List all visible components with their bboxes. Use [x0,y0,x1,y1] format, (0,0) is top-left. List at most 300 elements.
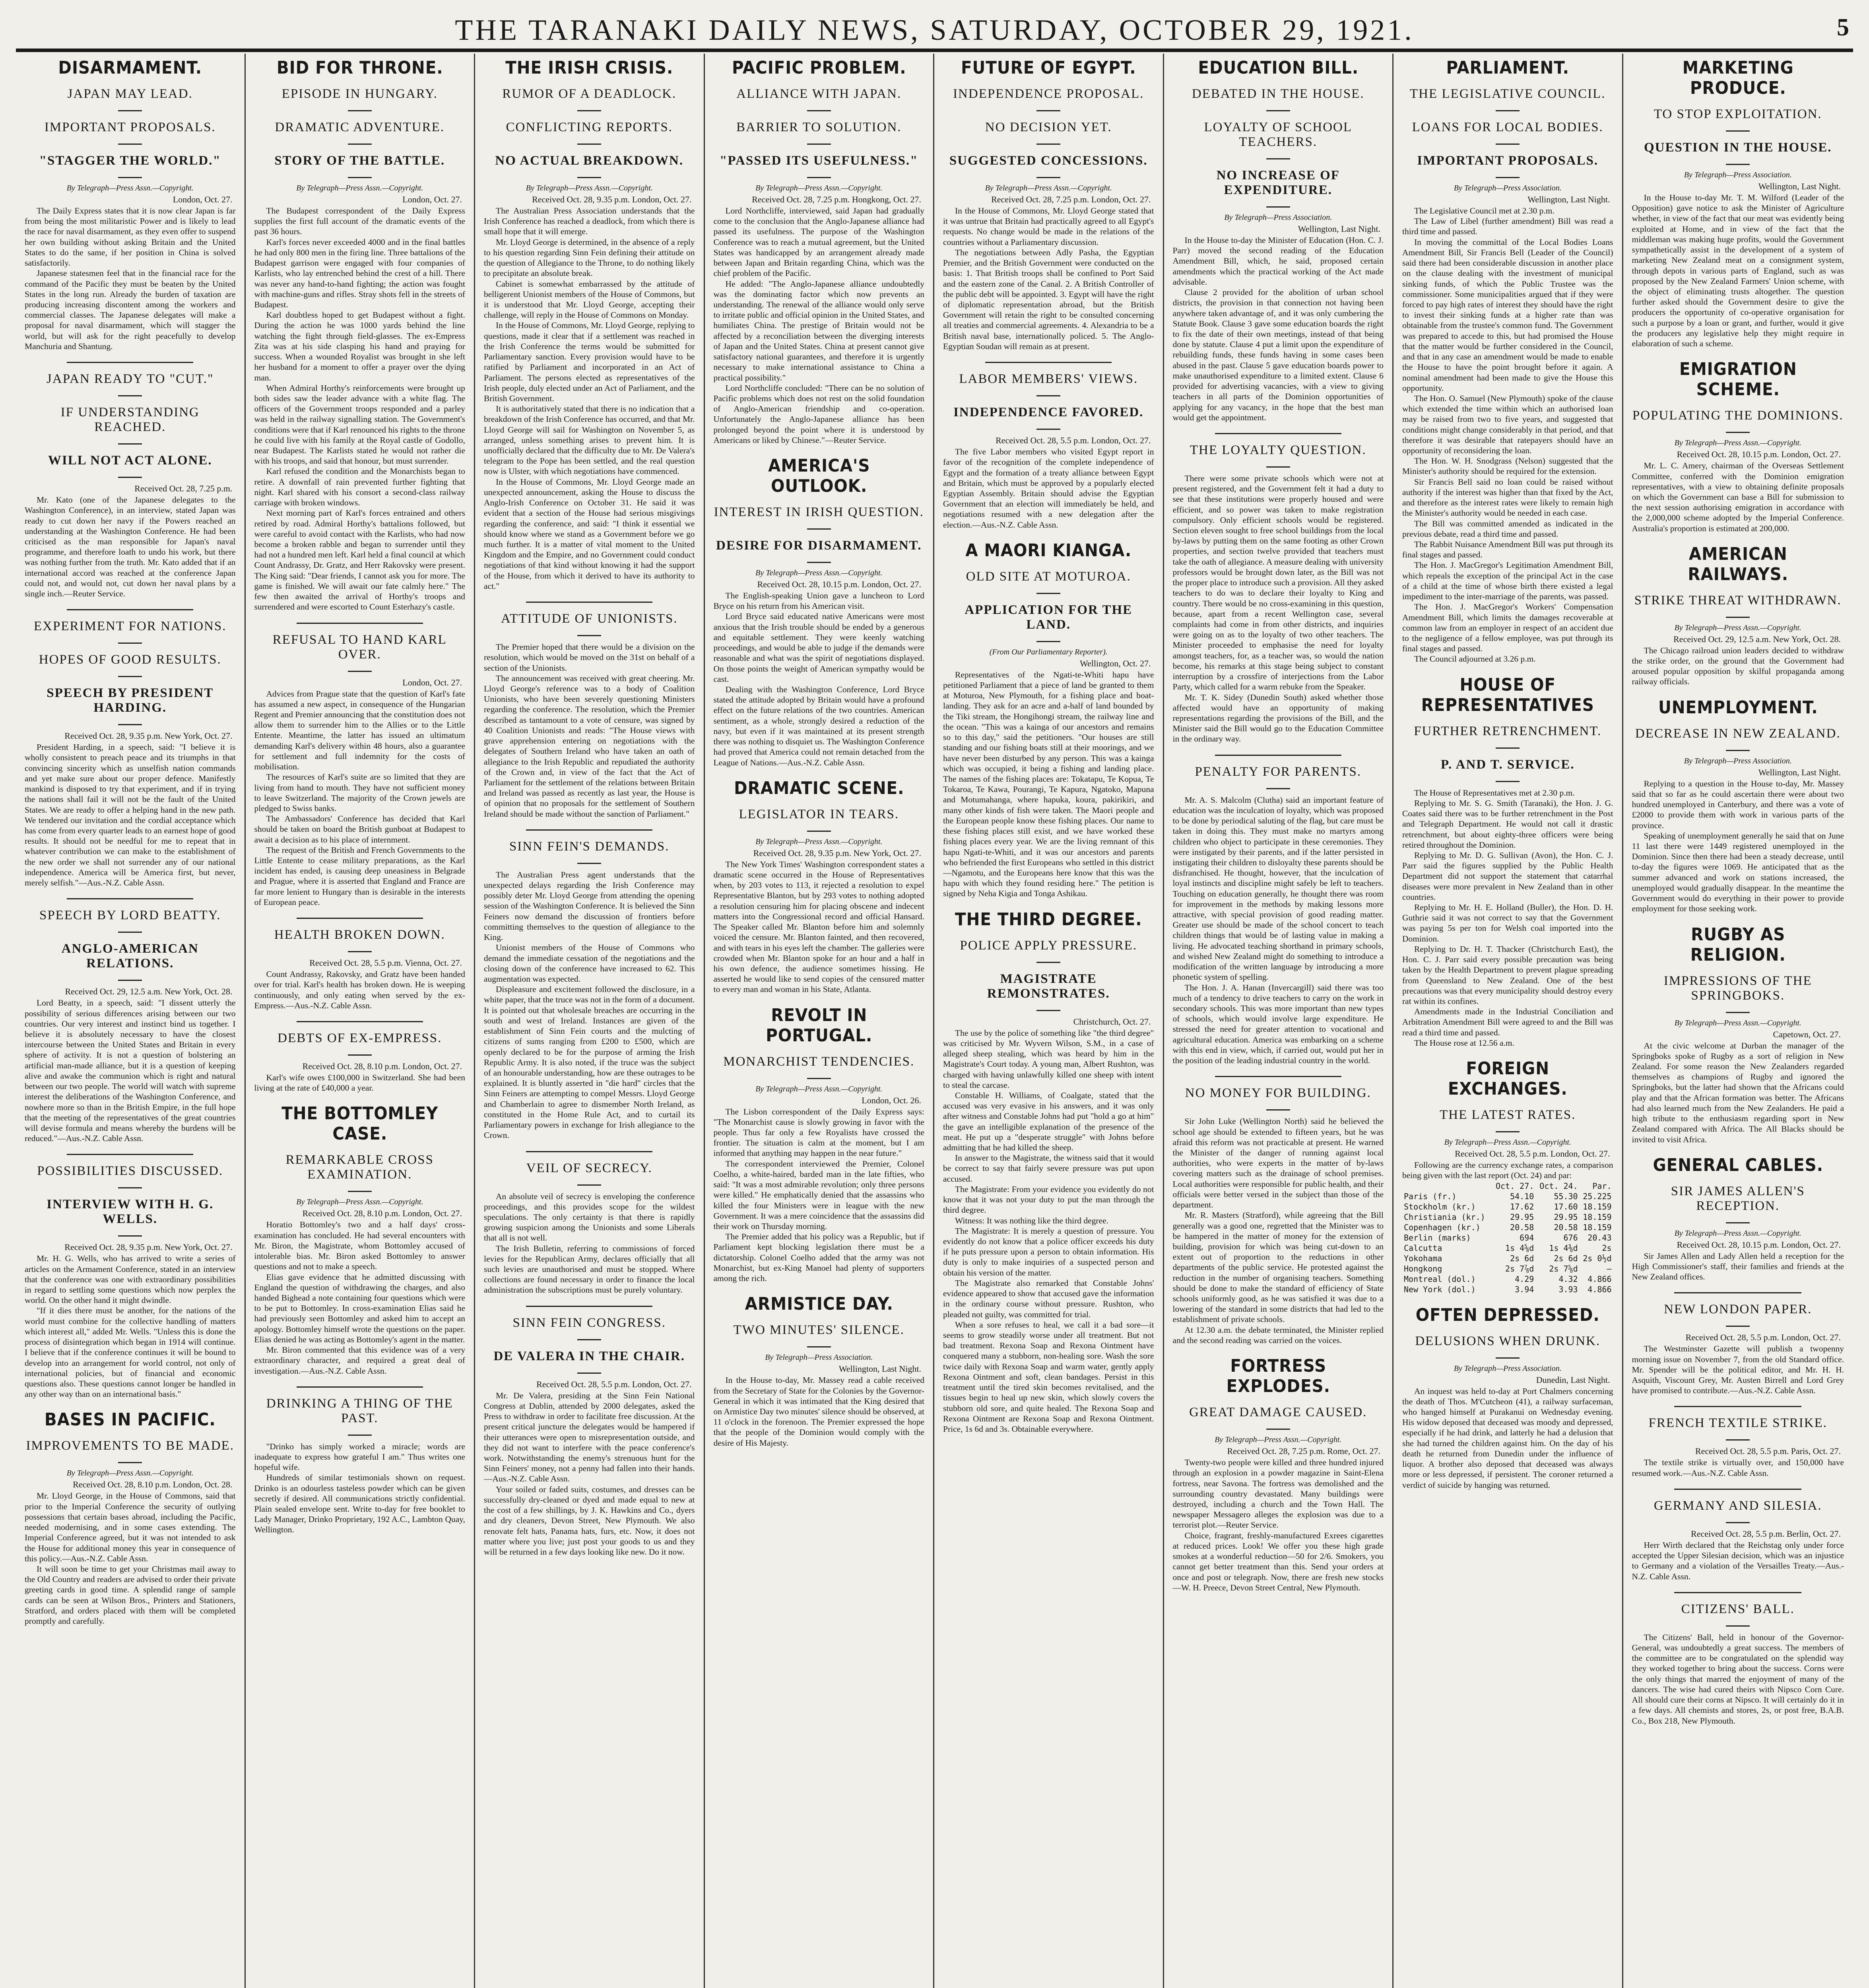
subhead-rule [1496,781,1520,782]
article-headline: PARLIAMENT. [1446,58,1569,78]
article-paragraph: The Westminster Gazette will publish a twopenny morning issue on November 7, from the old Standard office. Mr. Spender will be the political editor, and Mr. H. H. Asquith, Viscount Grey, Mr. Austen Birrell and Lord Grey have promised to contribute.—Aus.-N.Z. Cable Assn. [1632,1344,1844,1396]
subhead-rule [577,144,601,145]
subhead-rule [118,443,142,445]
article [25,898,236,1143]
article-paragraph: The House of Representatives met at 2.30 p.m. [1414,788,1575,798]
article [943,540,1154,899]
column-5 [934,54,1164,1988]
article [1632,924,1844,1145]
article [1402,1305,1613,1490]
article-paragraph: Sir Francis Bell said no loan could be raised without authority if the interest was higher than that fixed by the Act, and therefore as the interest rates were likely to remain high the Minister's authority would be needed in each case. [1402,477,1613,518]
article-dateline: London, Oct. 27. [173,194,233,204]
article-subhead: ALLIANCE WITH JAPAN. [736,87,902,101]
article-paragraph: Hundreds of similar testimonials shown on request. Drinko is an odourless tasteless powder which can be given secretly if desired. All communications strictly confidential. Plain sealed envelope sent. Write to-day for free booklet to Lady Manager, Drinko Proprietary, 192 A.C., Lambton Quay, Wellington. [254,1473,465,1535]
subhead-rule [807,1078,831,1079]
article-byline: By Telegraph—Press Association. [1684,756,1792,765]
article-subhead: DESIRE FOR DISARMAMENT. [716,538,922,553]
column-8 [1623,54,1853,1988]
article-subhead: DRINKING A THING OF THE PAST. [266,1396,453,1425]
masthead [16,12,1853,52]
article [714,1294,925,1448]
column-2 [246,54,475,1988]
article [1632,697,1844,914]
table-cell: 18.159 [1583,1202,1612,1211]
subhead-rule [118,980,142,981]
article-paragraph: The correspondent interviewed the Premier, Colonel Coelho, a white-haired, barded man in the late fifties, who said: "It was a most admirable revolution; only three persons were killed." He emphatically denied that the assassins who killed the four Ministers were in league with the new Government. It was a mere coincidence that the assassins did their work on Thursday morning. [713,1159,924,1231]
article-body [943,206,1154,351]
article-headline: THE THIRD DEGREE. [955,909,1142,930]
article-dateline: Received Oct. 28, 7.25 p.m. [134,483,233,494]
table-row [1402,1233,1613,1243]
article-paragraph: The use by the police of something like "the third degree" was criticised by Mr. Wyvern Wilson, S.M., in a case of alleged sheep stealing, which was heard by him in the Magistrate's Court today. A young man, Albert Rushton, was charged with having unlawfully killed one sheep with intent to steal the carcase. [943,1028,1154,1090]
subhead-rule [807,110,831,111]
article-paragraph: When Admiral Horthy's reinforcements were brought up both sides saw the leader advance with a white flag. The officers of the Government troops responded and a parley was held in the railway signalling station. The Government's conditions were that if Karl renounced his rights to the throne he could live with his family at the Royal castle of Godollo, near Budapest. The Karlists stated he would not rather die with his troops, and said that honour, but must surrender. [254,383,465,466]
article-paragraph: Following are the currency exchange rates, a comparison being given with the last report (Oct. 24) and par: [1402,1160,1613,1180]
table-cell: 29.95 [1510,1212,1534,1222]
article-dateline: London, Oct. 27. [402,677,462,687]
section-divider [526,1151,652,1152]
table-row [1402,1253,1613,1264]
article-dateline: London, Oct. 26. [862,1095,921,1105]
section-divider [985,362,1112,363]
table-header-cell [1402,1181,1492,1191]
article-dateline: Received Oct. 28, 7.25 p.m. London, Oct. 27. [991,194,1151,204]
article-subhead: OLD SITE AT MOTUROA. [966,569,1131,584]
table-cell: 55.30 [1554,1191,1578,1201]
article-headline: DRAMATIC SCENE. [734,778,904,798]
article-headline: RUGBY AS RELIGION. [1690,924,1786,965]
article-paragraph: The New York Times' Washington correspondent states a dramatic scene occurred in the House of Representatives when, by 203 votes to 113, it rejected a resolution to expel Representative Blanton, but by 293 votes to nothing adopted a resolution censuring him for placing obscene and indecent matters into the Congressional record and official Hansard. The Speaker called Mr. Blanton before him and solemnly voiced the censure. Mr. Blanton fainted, and then recovered, and with tears in his eyes left the chamber. The galleries were crowded when Mr. Blanton spoke for an hour and a half in his own defence, the audience sometimes hissing. He asserted he would like to send copies of the censured matter to every man and woman in his State, Atlanta. [713,859,924,994]
article-subhead: EPISODE IN HUNGARY. [281,87,438,101]
subhead-rule [118,1187,142,1188]
table-cell: Paris (fr.) [1404,1191,1457,1201]
table-cell: 2s 6d [1510,1253,1534,1263]
article-paragraph: Mr. T. K. Sidey (Dunedin South) asked whether those affected would have an opportunity of making representations regarding the provisions of the Bill, and the Minister said the Bill would go to the Education Committee in the ordinary way. [1172,692,1384,744]
article [943,909,1154,1435]
article-dateline: Received Oct. 28, 9.35 p.m. New York, Oct. 27. [753,848,921,858]
article-subhead: DEBATED IN THE HOUSE. [1192,87,1364,101]
article-paragraph: The Council adjourned at 3.26 p.m. [1414,654,1536,664]
article-dateline: Received Oct. 28, 10.15 p.m. London, Oct. 27. [757,579,921,590]
article-paragraph: Mr. Kato (one of the Japanese delegates to the Washington Conference), in an interview, stated Japan was ready to cut down her navy if the Powers reached an understanding at the Washington Conference. He had been criticised as the man responsible for Japan's naval programme, and therefore loath to undo his work, but there was nothing further from the truth. Mr. Kato added that if an international accord was reached at the conference Japan could not, and would not, cut down her naval plans by a single inch.—Reuter Service. [25,495,236,599]
article-body [484,870,695,1141]
table-header-cell: Par. [1592,1181,1612,1191]
table-row [1402,1222,1613,1233]
subhead-rule [1726,432,1750,433]
article-paragraph: In the House of Commons, Mr. Lloyd George, replying to questions, made it clear that if a settlement was reached in the Irish Conference the terms would be submitted for Parliamentary sanction. Every provision would have to be ratified by Parliament and incorporated in an Act of Parliament. The persons elected as representatives of the Irish people, duly elected under an Act of Parliament, and the British Government. [484,320,695,403]
article-body [25,206,236,351]
section-divider [1215,755,1341,756]
article-subhead: LOANS FOR LOCAL BODIES. [1412,120,1603,134]
article [1402,1058,1613,1294]
subhead-rule [118,1235,142,1237]
article [1173,58,1384,423]
article-dateline: Received Oct. 28, 5.5 p.m. London, Oct. 27. [1685,1332,1841,1343]
article [254,623,466,908]
article-paragraph: The Rabbit Nuisance Amendment Bill was put through its final stages and passed. [1402,540,1613,560]
article-paragraph: Twenty-two people were killed and three hundred injured through an explosion in a powder magazine in Saint-Elena fortress, near Savona. The fortress was demolished and the surrounding country devastated. Many buildings were destroyed, including a church and the Town Hall. The newspaper Messagero alleges the explosion was due to a terrorist plot.—Reuter Service. [1172,1458,1384,1530]
article-subhead: GERMANY AND SILESIA. [1654,1498,1822,1513]
article-headline: A MAORI KIANGA. [965,540,1132,561]
article-subhead: ATTITUDE OF UNIONISTS. [501,612,678,626]
article [1402,675,1613,1048]
table-cell: 20.43 [1588,1233,1612,1242]
article-paragraph: In the House of Commons, Mr. Lloyd George made an unexpected announcement, asking the House to discuss the Anglo-Irish Conference on October 31. He said it was evident that a section of the House had serious misgivings regarding the conference, and said: "I think it essential we should know where we stand as a Government before we go much further. It is a matter of vital moment to the United Kingdom and the Empire, and no Government could conduct negotiations of that kind without knowing it had the support of the House, from which it derived to have its authority to act." [484,477,695,591]
article-paragraph: Replying to Mr. S. G. Smith (Taranaki), the Hon. J. G. Coates said there was to be further retrenchment in the Post and Telegraph Department. He would not call it drastic retrenchment, but about eighty-three officers were being retired throughout the Dominion. [1402,798,1613,850]
article-body [1632,1457,1844,1478]
article-paragraph: Mr. R. Masters (Stratford), while agreeing that the Bill generally was a good one, regretted that the Minister was to be hampered in the matter of money for the extension of building, provision for which was being cut-down to an extent out of proportion to the reductions in other departments of the public service. He protested against the reduction in the number of organising teachers. Something should be done to make the standard of efficiency of State schools uniformly good, as he was satisfied it was due to a lowering of the standard in some districts that had led to the establishment of private schools. [1172,1210,1384,1324]
article-byline: By Telegraph—Press Association. [1224,213,1332,222]
table-cell: 4.32 [1558,1274,1578,1284]
article [25,1154,236,1399]
article [1632,544,1844,687]
article-byline: By Telegraph—Press Association. [1454,184,1562,192]
table-header-cell: Oct. 27. [1495,1181,1534,1191]
subhead-rule [1036,177,1060,178]
table-row [1402,1274,1613,1284]
article-body [254,1072,466,1093]
table-cell: 18.159 [1583,1222,1612,1232]
article-byline: By Telegraph—Press Association. [1684,171,1792,179]
article-dateline: Wellington, Last Night. [838,1364,921,1374]
article-paragraph: Mr. Lloyd George, in the House of Commons, said that prior to the Imperial Conference the security of outlying possessions that certain bases abroad, including the Pacific, needed modernising, and in some cases extending. The Imperial Conference agreed, but it was not intended to ask the House for additional money this year in consequence of this policy.—Aus.-N.Z. Cable Assn. [25,1491,236,1563]
subhead-rule [348,1054,372,1056]
article-paragraph: Clause 2 provided for the abolition of urban school districts, the provision in that connection not having been anywhere taken advantage of, and it was only cumbering the Statute Book. Clause 3 gave some education boards the right to fix the date of their own meetings, instead of that being done by statute. Clause 4 put a limit upon the expenditure of rebuilding funds, these funds having in some cases been abused in the past. Clause 5 gave education boards power to make unauthorised expenditure to a limited extent. Clause 6 provided for advertising vacancies, with a view to giving teachers in all parts of the Dominion opportunities of applying for any vacancy, in the hope that the best man would get the appointment. [1172,287,1384,422]
article-subhead: NO DECISION YET. [985,120,1112,134]
subhead-rule [577,1184,601,1186]
article [1632,1489,1844,1582]
article-body [484,1390,695,1557]
table-cell: 54.10 [1510,1191,1534,1201]
article-dateline: Wellington, Last Night. [1758,181,1841,191]
section-divider [1215,1076,1341,1077]
article-paragraph: Lord Northcliffe concluded: "There can be no solution of Pacific problems which does not rest on the solid foundation of Anglo-American friendship and co-operation. Unfortunately the Anglo-Japanese alliance has been prolonged beyond the point where it is understood by Americans or liked by Chinese."—Reuter Service. [713,383,924,445]
subhead-rule [1266,788,1290,789]
table-cell: 2s 7⅝d [1549,1264,1578,1274]
article-subhead: REFUSAL TO HAND KARL OVER. [272,632,447,662]
article-subhead: APPLICATION FOR THE LAND. [965,602,1133,632]
article-paragraph: In the House to-day Mr. T. M. Wilford (Leader of the Opposition) gave notice to ask the Minister of Agriculture whether, in view of the fact that our meat was evidently being exploited at Home, and in view of the fact that the middleman was making huge profits, would the Government sympathetically assist in the development of a system of marketing New Zealand meat on a consignment system, through depots in various parts of England, such as was proposed by the New Zealand Farmers' Union scheme, with the object of eliminating trusts altogether. The question further asked should the Government desire to give the producers the opportunity of co-operative organisation for such a purpose by a loan or grant, and further, would it give the producers any legislative help they might require in elaboration of such a scheme. [1632,193,1844,349]
article-body [484,206,695,591]
subhead-rule [1496,177,1520,178]
article-paragraph: Amendments made in the Industrial Conciliation and Arbitration Amendment Bill were agreed to and the Bill was read a third time and passed. [1402,1007,1613,1037]
article-dateline: Received Oct. 28, 5.5 p.m. Berlin, Oct. 27. [1691,1528,1841,1539]
table-cell: 4.29 [1515,1274,1534,1284]
article-dateline: London, Oct. 27. [402,194,462,204]
table-cell: Hongkong [1404,1264,1442,1274]
subhead-rule [1036,593,1060,594]
article-paragraph: The Law of Libel (further amendment) Bill was read a third time and passed. [1402,216,1613,237]
article [943,362,1154,530]
subhead-rule [118,110,142,111]
article-paragraph: Witness: It was nothing like the third degree. [955,1215,1109,1225]
article-paragraph: Replying to Dr. H. T. Thacker (Christchurch East), the Hon. C. J. Parr said every possible precaution was being taken by the Health Department to prevent plague spreading from Queensland to New Zealand. One of the best precautions was that every municipality should destroy every rat within its confines. [1402,944,1613,1006]
article-subhead: POPULATING THE DOMINIONS. [1632,408,1844,423]
table-row [1402,1191,1613,1202]
section-divider [67,609,193,610]
article-paragraph: The Hon. J. A. Hanan (Invercargill) said there was too much of a tendency to drive teachers to carry on the work in secondary schools. This was more important than new types of schools, which would involve large expenditure. He stressed the need for greater attention to vocational and agricultural education. America was embarking on a scheme with this end in view, which, if carried out, would put her in the position of the leading industrial country in the world. [1172,982,1384,1066]
article-body [1173,1457,1384,1593]
article-subhead: BARRIER TO SOLUTION. [736,120,902,134]
subhead-rule [1266,158,1290,159]
article [484,602,695,819]
article-paragraph: The Australian Press agent understands that the unexpected delays regarding the Irish Conference may possibly deter Mr. Lloyd George from attending the opening session of the Washington Conference. It is believed the Sinn Feiners now demand the discussion of frontiers before committing themselves to the question of allegiance to the King. [484,870,695,942]
article-dateline: Christchurch, Oct. 27. [1073,1016,1151,1027]
article [714,456,925,768]
section-divider [1674,1406,1801,1407]
article-byline: By Telegraph—Press Assn.—Copyright. [1674,439,1801,448]
article-subhead: IF UNDERSTANDING REACHED. [60,405,200,435]
article-paragraph: Replying to Mr. H. E. Holland (Buller), the Hon. D. H. Guthrie said it was not correct to say that the Government was paying 5s per ton for Welsh coal imported into the Dominion. [1402,903,1613,944]
subhead-rule [1036,395,1060,396]
article-paragraph: Japanese statesmen feel that in the financial race for the command of the Pacific they must be beaten by the United States in the long run. Already the burden of taxation are producing increasing discontent among the workers and commercial classes. The Japanese delegates will make a proposal for naval disarmament, which will stagger the world, but will ask for the right peacefully to develop Manchuria and Shantung. [25,268,236,351]
article-headline: MARKETING PRODUCE. [1682,58,1794,98]
article-subhead: INTEREST IN IRISH QUESTION. [714,505,924,520]
article-dateline: Received Oct. 28, 5.5 p.m. London, Oct. 27. [536,1379,692,1389]
article-subhead: EXPERIMENT FOR NATIONS. [33,619,227,634]
article-subhead: "STAGGER THE WORLD." [39,153,221,168]
subhead-rule [577,863,601,864]
article-paragraph: In the House to-day, Mr. Massey read a cable received from the Secretary of State for the Colonies by the Governor-General in which it was intimated that the King desired that on Armistice Day two minutes' silence should be observed, at 11 o'clock in the forenoon. The Premier expressed the hope that the people of the Dominion would comply with the desire of His Majesty. [713,1375,924,1448]
section-divider [67,898,193,899]
article-subhead: RUMOR OF A DEADLOCK. [502,87,677,101]
article-paragraph: The Australian Press Association understands that the Irish Conference has reached a deadlock, from which there is small hope that it will emerge. [484,206,695,237]
article-paragraph: Displeasure and excitement followed the disclosure, in a white paper, that the truce was not in the form of a document. It is pointed out that wholesale breaches are occurring in the south and west of Ireland. Instances are given of the establishment of Sinn Fein courts and the mulcting of citizens of sums ranging from £200 to £500, which are openly declared to be for the purpose of arming the Irish Republic Army. It is also noted, if the truce was the subject of an honourable understanding, how are these outrages to be explained. It is bluntly asserted in "die hard" circles that the Sinn Feiners are attempting to compel Messrs. Lloyd George and Chamberlain to agree to dismember North Ireland, as constituted in the Home Rule Act, and to curtail its Parliamentary powers in exchange for Irish allegiance to the Crown. [484,984,695,1140]
article [1632,1406,1844,1478]
article-subhead: CITIZENS' BALL. [1681,1602,1795,1616]
table-cell: 4.866 [1588,1274,1612,1284]
article [714,1005,925,1284]
table-cell: 20.58 [1554,1222,1578,1232]
article-subhead: SPEECH BY LORD BEATTY. [39,908,221,923]
article-subhead: WILL NOT ACT ALONE. [48,453,212,468]
article-subhead: "PASSED ITS USEFULNESS." [720,153,918,168]
article-paragraph: Mr. H. G. Wells, who has arrived to write a series of articles on the Armament Conference, stated in an interview that the conference was one with extraordinary possibilities in regard to settling some questions which now perplex the world. On the other hand it might dwindle. [25,1254,236,1305]
table-cell: Calcutta [1404,1243,1442,1253]
article [254,1386,466,1535]
article-headline: FOREIGN EXCHANGES. [1448,1058,1568,1099]
subhead-rule [807,562,831,563]
subhead-rule [348,177,372,178]
table-cell: Yokohama [1404,1253,1442,1263]
table-cell: 2s 0½d [1583,1253,1612,1263]
article-paragraph: It is authoritatively stated that there is no indication that a breakdown of the Irish Conference has occurred, and that Mr. Lloyd George will sail for Washington on November 5, as arranged, unless something arises to prevent him. It is unofficially declared that the difficulty due to Mr. De Valera's telegram to the Pope has been settled, and the real question now is Ulster, with which negotiations have commenced. [484,404,695,476]
article-subhead: HEALTH BROKEN DOWN. [274,928,445,942]
article-paragraph: Lord Bryce said educated native Americans were most anxious that the Irish trouble should be ended by a generous and equitable settlement. They were keenly watching proceedings, and would be able to judge if the demands were reasonable and what was the spirit of negotiations displayed. On those points the weight of American sympathy would be cast. [713,612,924,684]
subhead-rule [1726,1439,1750,1441]
article-paragraph: At 12.30 a.m. the debate terminated, the Minister replied and the second reading was carried on the voices. [1172,1325,1384,1345]
article-paragraph: Karl doubtless hoped to get Budapest without a fight. During the action he was 1000 yards behind the line watching the fight through field-glasses. The ex-Empress Zita was at his side clasping his hand and praying for success. When a wounded Royalist was brought in she left her husband for a moment to offer a prayer over the dying man. [254,310,465,382]
subhead-rule [1496,747,1520,749]
table-cell: 18.159 [1583,1212,1612,1222]
article-subhead: MONARCHIST TENDENCIES. [723,1054,915,1069]
subhead-rule [118,932,142,933]
article [25,1409,236,1626]
table-cell: 1s 4⅜d [1549,1243,1578,1253]
article-paragraph: At the civic welcome at Durban the manager of the Springboks spoke of Rugby as a sort of religion in New Zealand. For some reason the New Zealanders regarded themselves as champions of Rugby and ignored the Springboks, but the latter had shown that the Africans could play and that the African formation was better. The Africans had also learned much from the New Zealanders. He paid a high tribute to the enthusiasm regarding sport in New Zealand compared with Africa. The All Blacks should be invited to visit Africa. [1632,1041,1844,1144]
table-header-cell: Oct. 24. [1539,1181,1578,1191]
article-paragraph: Karl's forces never exceeded 4000 and in the final battles he had only 800 men in the firing line. Three battalions of the Budapest garrison were engaged with four companies of Karlists, who lay entrenched behind the crest of a hill. There was never any hand-to-hand fighting; the action was fought with machine-guns and rifles. Stray shots fell in the streets of Budapest. [254,237,465,309]
article-subhead: IMPRESSIONS OF THE SPRINGBOKS. [1663,973,1812,1003]
table-row [1402,1284,1613,1295]
article-byline: By Telegraph—Press Association. [765,1353,873,1362]
section-divider [526,1306,652,1307]
table-cell: 25.225 [1583,1191,1612,1201]
article-byline: By Telegraph—Press Assn.—Copyright. [755,569,883,578]
article [1632,359,1844,534]
subhead-rule [348,671,372,672]
subhead-rule [577,1373,601,1374]
subhead-rule [1266,466,1290,468]
article-body [484,642,695,819]
article-byline: By Telegraph—Press Assn.—Copyright. [296,184,423,192]
article-paragraph: The Magistrate also remarked that Constable Johns' evidence appeared to show that accused gave the information in the ordinary course without pressure. Rushton, who pleaded not guilty, was committed for trial. [943,1278,1154,1319]
article-paragraph: Lord Beatty, in a speech, said: "I dissent utterly the possibility of serious differences arising between our two countries. Our very interest and instinct bind us together. I believe it is absolutely necessary to have the closest intercourse between the United States and Britain in every sphere of activity. It is not a question of bolstering an artificial man-made alliance, but it is a question of keeping alive and awake the communion which is right and natural between our two people. The world will watch with supreme interest the deliberations of the Washington Conference, and nowhere more so than in the British Empire, in the full hope that the meeting of the representatives of the great countries will devise formula and means whereby the burdens will be reduced."—Aus.-N.Z. Cable Assn. [25,998,236,1143]
article [254,1021,466,1093]
column-3 [475,54,705,1988]
article-subhead: MAGISTRATE REMONSTRATES. [987,971,1110,1001]
article-byline: By Telegraph—Press Assn.—Copyright. [1674,1229,1801,1238]
article-body [1173,795,1384,1066]
subhead-rule [807,831,831,832]
article-dateline: Received Oct. 28, 5.5 p.m. London, Oct. 27. [1455,1149,1610,1159]
article-subhead: SPEECH BY PRESIDENT HARDING. [47,686,214,715]
article-subhead: P. AND T. SERVICE. [1440,757,1575,772]
article-subhead: JAPAN MAY LEAD. [67,87,193,101]
subhead-rule [1726,1625,1750,1627]
article-paragraph: Replying to a question in the House to-day, Mr. Massey said that so far as he could ascertain there were about two hundred unemployed in Canterbury, and there was a vote of £2000 to provide them with work in various parts of the province. [1632,779,1844,830]
article-paragraph: In the House of Commons, Mr. Lloyd George stated that it was untrue that Britain had practically agreed to all Egypt's requests. No change would be made in the relations of the countries without a Parliamentary discussion. [943,206,1154,247]
article-subhead: INDEPENDENCE FAVORED. [953,405,1144,420]
article-paragraph: The Premier hoped that there would be a division on the resolution, which would be moved on the 31st on behalf of a section of the Unionists. [484,642,695,673]
article-paragraph: The Hon. J. MacGregor's Workers' Compensation Amendment Bill, which limits the damages recoverable at common law from an employer in respect of an accident due to the negligence of a fellow employee, was put through its final stages and passed. [1402,602,1613,654]
subhead-rule [1496,110,1520,111]
article-dateline: Received Oct. 29, 12.5 a.m. New York, Oct. 28. [65,986,233,997]
article-headline: THE IRISH CRISIS. [505,58,673,78]
article-paragraph: President Harding, in a speech, said: "I believe it is wholly consistent to preach peace and its triumphs in that convincing sincerity which as unselfish nation commands and yet make sure about our proper defence. Manifestly mankind is disposed to try that experiment, and if in trying the nations shall fail it will not be the fault of the United States. We are ready to offer a helping hand in the new path. We tendered our invitation and the cordial acceptance which has come from every quarter leads to an earnest hope of good results. It should not be needful for me to repeat that in whatever contribution we can make to the establishment of the new order we shall not surrender any of our national independence. America will be America first, but never, merely selfish."—Aus.-N.Z. Cable Assn. [25,742,236,888]
article-dateline: Received Oct. 28, 8.10 p.m. London, Oct. 28. [73,1479,233,1490]
article-paragraph: It will soon be time to get your Christmas mail away to the Old Country and readers are advised to order their private greeting cards in good time. A splendid range of sample cards can be seen at Wilson Bros., Printers and Stationers, Stratford, and orders placed with them will be completed promptly and carefully. [25,1564,236,1626]
subhead-rule [348,1191,372,1192]
section-divider [1674,1489,1801,1490]
article-headline: THE BOTTOMLEY CASE. [281,1103,438,1144]
article-paragraph: Unionist members of the House of Commons who demand the immediate cessation of the negotiations and the closing down of the conference have increased to 62. This augmentation was expected. [484,943,695,984]
article-subhead: PENALTY FOR PARENTS. [1195,764,1362,779]
article-paragraph: Sir John Luke (Wellington North) said he believed the school age should be extended to fifteen years, but he was afraid this reform was not practicable at present. He warned the Minister of the danger of running against local authorities, who were experts in the matter of by-laws covering matters such as the drainage of school premises. Local authorities were responsible for public health, and their officials were better versed in the subject than those of the department. [1172,1116,1384,1210]
subhead-rule [1036,110,1060,111]
subhead-rule [348,951,372,952]
table-header-row [1402,1181,1613,1191]
section-divider [1674,1592,1801,1593]
article-subhead: POLICE APPLY PRESSURE. [960,938,1137,953]
article-headline: HOUSE OF REPRESENTATIVES [1421,674,1594,715]
article-body [484,1191,695,1295]
article-headline: REVOLT IN PORTUGAL. [765,1005,872,1046]
subhead-rule [1726,1012,1750,1013]
article-dateline: Received Oct. 28, 7.25 p.m. Rome, Oct. 27. [1227,1446,1380,1456]
table-cell: Copenhagen (kr.) [1404,1222,1481,1232]
article-body [943,447,1154,530]
article-body [1632,192,1844,349]
article-subhead: SIR JAMES ALLEN'S RECEPTION. [1671,1184,1805,1213]
article-headline: PACIFIC PROBLEM. [732,58,906,78]
subhead-rule [1496,1131,1520,1132]
subhead-rule [1726,617,1750,618]
article-body [1632,1041,1844,1145]
article-subhead: INDEPENDENCE PROPOSAL. [953,87,1144,101]
article-body [714,1375,925,1448]
article-headline: UNEMPLOYMENT. [1658,697,1818,718]
article [714,778,925,995]
article [1402,58,1613,664]
article [484,1306,695,1557]
subhead-rule [807,144,831,145]
subhead-rule [1496,144,1520,145]
subhead-rule [118,724,142,725]
article-paragraph: Karl refused the condition and the Monarchists began to retire. A downfall of rain prevented further fighting that night. Karl shared with his consort a second-class railway carriage with broken windows. [254,466,465,508]
article-paragraph: The Daily Express states that it is now clear Japan is far from being the most militaristic Power and is likely to lead the race for naval disarmament, as they even offer to suspend her own building without asking Britain and the United States to do the same, if her position in China is solved satisfactorily. [25,206,236,268]
article [254,918,466,1011]
article-body [1173,235,1384,423]
article-paragraph: The Magistrate: From your evidence you evidently do not know that it was not your duty to put the man through the third degree. [943,1184,1154,1215]
article-body [714,1107,925,1284]
subhead-rule [118,144,142,145]
section-divider [526,829,652,831]
subhead-rule [1036,962,1060,963]
table-cell: Montreal (dol.) [1404,1274,1476,1284]
article-paragraph: The Budapest correspondent of the Daily Express supplies the first full account of the dramatic events of the past 36 hours. [254,206,465,237]
article-byline: (From Our Parliamentary Reporter). [989,647,1108,656]
article-paragraph: Representatives of the Ngati-te-Whiti hapu have petitioned Parliament that a piece of land be granted to them at Moturoa, New Plymouth, for a fishing place and boat-landing. They ask for an acre and a-half of land bounded by the Tiki stream, the Hongihongi stream, the railway line and the ocean. "This was a kainga of our ancestors and remains so to this day," said the petitioners. "Our houses are still standing and our fishing boats still at their moorings, and we have never been disturbed by any person. This was a kainga which was occupied, it being a fishing and landing place. The names of the fishing places are: Tokatapu, Te Kopua, Te Tokaroa, Te Kawa, Pourangi, Te Kapura, Ngatoko, Mapuna and Motumahanga, where hapuka, koura, pakirikiri, and many other kinds of fish were taken. The Maori people and the European people know these fishing places. Our name to these fishing places still exist, and we have worked these fishing places every year. We are the living remnant of this hapu Ngati-te-Whiti, and it was our ancestors and parents who befriended the first Europeans who settled in this district—Ngamotu, and the Europeans here know that this was the hapu with which they found residing here." The petition is signed by Neha Kigia and Tonga Ashikau. [943,670,1154,899]
article [1173,1076,1384,1345]
table-cell: 17.62 [1510,1202,1534,1211]
subhead-rule [118,676,142,677]
article [25,58,236,351]
article-paragraph: When a sore refuses to heal, we call it a bad sore—it seems to grow steadily worse under all treatment. But not bad treatment. Rexona Soap and Rexona Ointment have conquered many a stubborn, non-healing sore. Wash the sore twice daily with Rexona Soap and warm water, gently apply Rexona Ointment and soft, clean bandages. Persist in this treatment until the tired skin becomes revitalised, and the tissues begin to heal up new skin, which slowly covers the stubborn old sore, and quite healed. The Rexona Soap and Rexona Ointment are Rexona Soap and Rexona Ointment. Price, 1s 6d and 3s. Obtainable everywhere. [943,1320,1154,1434]
article [714,58,925,445]
article-paragraph: Karl's wife owes £100,000 in Switzerland. She had been living at the rate of £40,000 a year. [254,1073,465,1093]
article-paragraph: Cabinet is somewhat embarrassed by the attitude of belligerent Unionist members of the House of Commons, but it is understood that Mr. Lloyd George, accepting their challenge, will reply in the House of Commons on Monday. [484,279,695,320]
article-paragraph: The Citizens' Ball, held in honour of the Governor-General, was undoubtedly a great success. The members of the committee are to be congratulated on the splendid way they worked together to bring about the success. Corns were the only things that marred the enjoyment of many of the dancers. The wise had cured theirs with Nipsco Corn Cure. All should cure their corns at Nipsco. It will certainly do it in a few days. All chemists and stores, 2s, or post free, B.A.B. Co., Box 218, New Plymouth. [1632,1632,1844,1726]
article-paragraph: Next morning part of Karl's forces entrained and others retired by road. Admiral Horthy's battalions followed, but were careful to avoid contact with the Karlists, who had now become a broken rabble and began to surrender until they had not a hundred men left. Karl held a final council at which Count Andrassy, Dr. Gratz, and Herr Rakovsky were present. The King said: "Dear friends, I cannot ask you for more. The game is finished. We will await our fate calmly here." The few then awaited the arrival of Horthy's troops and surrendered and were escorted to Count Esterhazy's castle. [254,508,465,612]
article-subhead: DELUSIONS WHEN DRUNK. [1415,1334,1601,1348]
article-headline: AMERICAN RAILWAYS. [1687,544,1788,584]
article-dateline: Received Oct. 28, 9.35 p.m. London, Oct. 27. [532,194,692,204]
table-cell: New York (dol.) [1404,1284,1476,1294]
article [1173,433,1384,744]
article-headline: EDUCATION BILL. [1197,58,1359,78]
article [254,58,466,612]
subhead-rule [807,177,831,178]
subhead-rule [118,177,142,178]
article-body [714,590,925,768]
section-divider [526,602,652,603]
subhead-rule [1266,110,1290,111]
article-paragraph: The Chicago railroad union leaders decided to withdraw the strike order, on the ground that the Government had aroused popular opposition by skilful propaganda among railway officials. [1632,645,1844,687]
article [484,58,695,591]
article-subhead: INTERVIEW WITH H. G. WELLS. [47,1197,214,1227]
article-paragraph: The five Labor members who visited Egypt report in favor of the recognition of the complete independence of Egypt and the formation of a treaty alliance between Egypt and Britain, which must be approved by a popularly elected Egyptian Assembly. Britain should advise the Egyptian Government that an election will immediately be held, and negotiations resumed with a new delegation after the election.—Aus.-N.Z. Cable Assn. [943,447,1154,530]
section-divider [297,1386,423,1388]
article-paragraph: Count Andrassy, Rakovsky, and Gratz have been handed over for trial. Karl's health has broken down. He is weeping continuously, and only eating when served by the ex-Empress.—Aus.-N.Z. Cable Assn. [254,969,465,1010]
article [25,609,236,888]
article-dateline: Received Oct. 28, 5.5 p.m. Vienna, Oct. 27. [309,958,462,968]
article-dateline: Received Oct. 28, 7.25 p.m. Hongkong, Oct. 27. [752,194,921,204]
table-cell: 1s 4⅝d [1505,1243,1534,1253]
article-subhead: STRIKE THREAT WITHDRAWN. [1634,593,1842,608]
article-paragraph: Speaking of unemployment generally he said that on June 11 last there were 1449 registered unemployed in the Dominion. Since then there had been a steady decrease, until to-day the figures were 1069. He anticipated that as the summer advanced and work on stations increased, the unemployed would gradually disappear. In the meantime the Government would do everything in their power to provide employment for those seeking work. [1632,831,1844,914]
article-headline: DISARMAMENT. [58,58,202,78]
